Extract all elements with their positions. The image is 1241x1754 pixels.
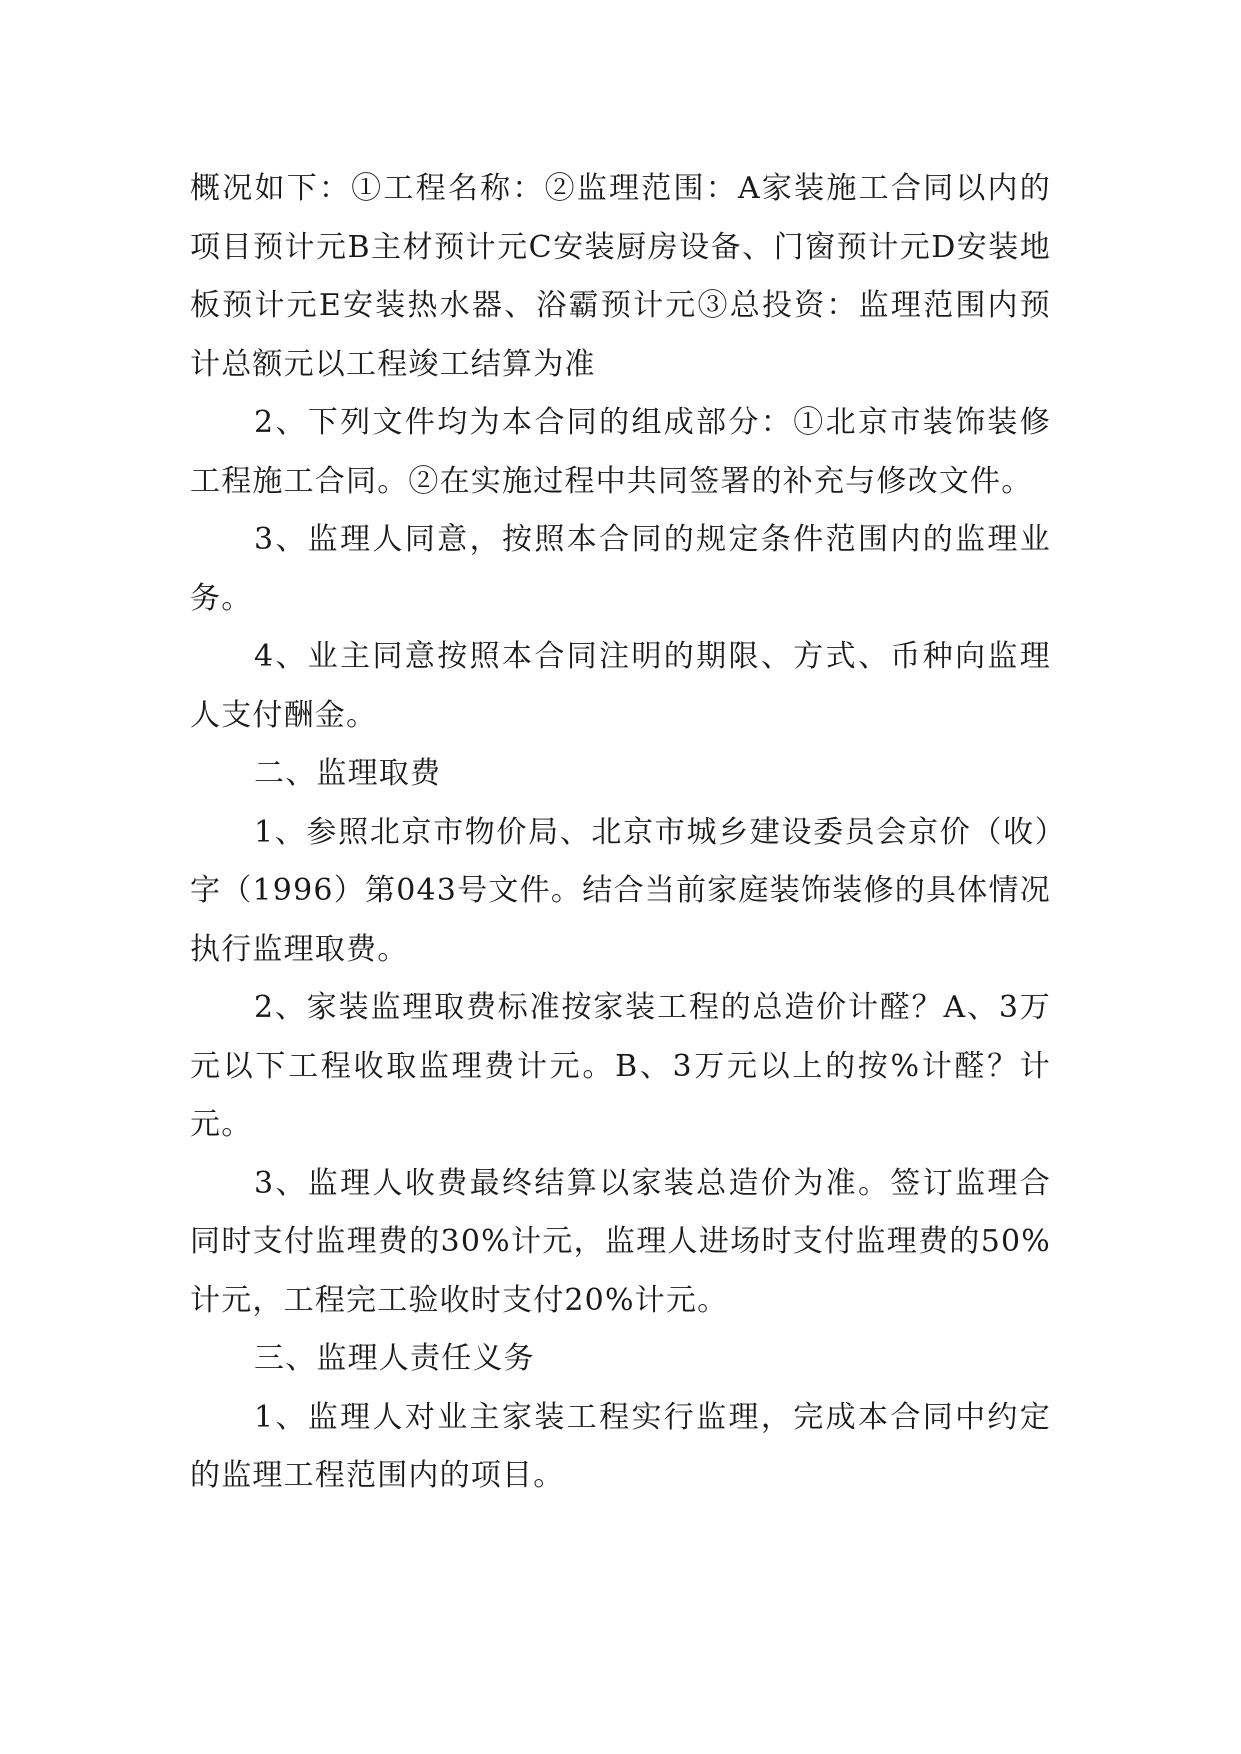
paragraph-fee-settlement: 3、监理人收费最终结算以家装总造价为准。签订监理合同时支付监理费的30%计元，监理人进场时支付监理费的50%计元，工程完工验收时支付20%计元。: [190, 1165, 1051, 1318]
paragraph-supervision-duty: 1、监理人对业主家装工程实行监理，完成本合同中约定的监理工程范围内的项目。: [190, 1399, 1051, 1493]
section-heading-fees: 二、监理取费: [254, 756, 442, 791]
paragraph-owner-payment: 4、业主同意按照本合同注明的期限、方式、币种向监理人支付酬金。: [190, 639, 1051, 733]
paragraph-project-overview: 概况如下：①工程名称：②监理范围：A家装施工合同以内的项目预计元B主材预计元C安装厨房设备、门窗预计元D安装地板预计元E安装热水器、浴霸预计元③总投资：监理范围内预计总额元以工程竣工结算为准: [190, 171, 1051, 382]
paragraph-fee-standard: 2、家装监理取费标准按家装工程的总造价计醛？A、3万元以下工程收取监理费计元。B、3万元以上的按%计醛？计元。: [190, 990, 1051, 1142]
paragraph-fee-reference: 1、参照北京市物价局、北京市城乡建设委员会京价（收）字（1996）第043号文件。结合当前家庭装饰装修的具体情况执行监理取费。: [190, 814, 1051, 967]
document-page: [190, 160, 1051, 1506]
section-heading-responsibilities: 三、监理人责任义务: [254, 1341, 535, 1376]
paragraph-contract-documents: 2、下列文件均为本合同的组成部分：①北京市装饰装修工程施工合同。②在实施过程中共同签署的补充与修改文件。: [190, 405, 1051, 499]
paragraph-supervisor-agreement: 3、监理人同意，按照本合同的规定条件范围内的监理业务。: [190, 522, 1051, 616]
